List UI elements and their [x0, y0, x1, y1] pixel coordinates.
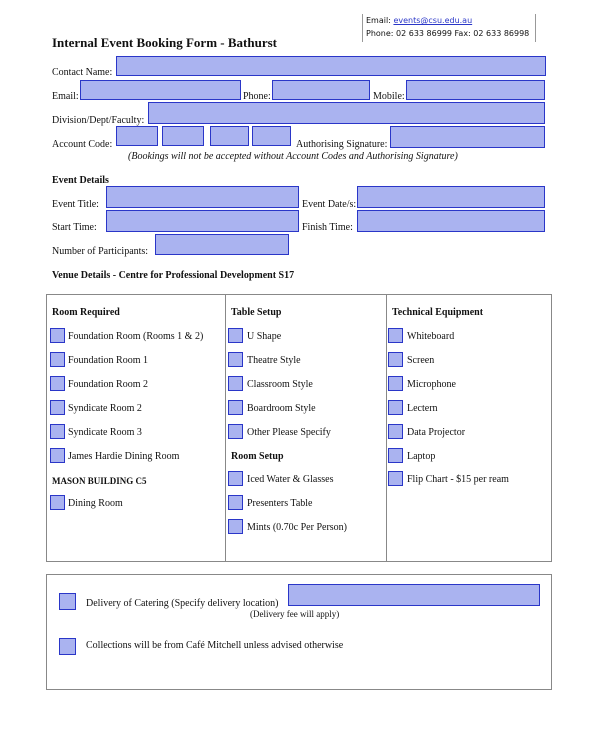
- room-setup-checkbox[interactable]: [228, 519, 243, 534]
- table-setup-label: Theatre Style: [247, 355, 301, 366]
- participants-label: Number of Participants:: [52, 246, 149, 257]
- collection-label: Collections will be from Café Mitchell unless advised otherwise: [86, 640, 344, 651]
- event-details-heading: Event Details: [52, 175, 109, 186]
- room-required-heading: Room Required: [52, 307, 120, 318]
- event-date-input[interactable]: [357, 186, 545, 208]
- technical-checkbox[interactable]: [388, 352, 403, 367]
- technical-label: Screen: [407, 355, 435, 366]
- table-setup-label: U Shape: [247, 331, 282, 342]
- table-setup-checkbox[interactable]: [228, 400, 243, 415]
- technical-label: Microphone: [407, 379, 456, 390]
- room-label: Syndicate Room 3: [68, 427, 142, 438]
- table-setup-checkbox[interactable]: [228, 376, 243, 391]
- technical-label: Whiteboard: [407, 331, 455, 342]
- room-checkbox[interactable]: [50, 376, 65, 391]
- mobile-input[interactable]: [406, 80, 545, 100]
- auth-signature-label: Authorising Signature:: [296, 139, 388, 150]
- room-setup-heading: Room Setup: [231, 451, 284, 462]
- technical-checkbox[interactable]: [388, 448, 403, 463]
- room-checkbox[interactable]: [50, 400, 65, 415]
- auth-signature-input[interactable]: [390, 126, 545, 148]
- room-setup-label: Iced Water & Glasses: [247, 474, 334, 485]
- header-email: [366, 16, 472, 25]
- form-title: Internal Event Booking Form - Bathurst: [52, 35, 277, 50]
- technical-label: Flip Chart - $15 per ream: [407, 474, 509, 485]
- technical-checkbox[interactable]: [388, 424, 403, 439]
- room-setup-checkbox[interactable]: [228, 471, 243, 486]
- contact-name-label: Contact Name:: [52, 67, 113, 78]
- account-code-input-1[interactable]: [116, 126, 158, 146]
- technical-label: Data Projector: [407, 427, 466, 438]
- collection-checkbox[interactable]: [59, 638, 76, 655]
- start-time-input[interactable]: [106, 210, 299, 232]
- room-label: Syndicate Room 2: [68, 403, 142, 414]
- account-code-input-3[interactable]: [210, 126, 249, 146]
- finish-time-input[interactable]: [357, 210, 545, 232]
- room-checkbox[interactable]: [50, 352, 65, 367]
- room-setup-label: Mints (0.70c Per Person): [247, 522, 347, 533]
- room-label: Dining Room: [68, 498, 123, 509]
- email-input[interactable]: [80, 80, 241, 100]
- table-setup-label: Classroom Style: [247, 379, 313, 390]
- header-email-link[interactable]: events@csu.edu.au: [393, 16, 473, 25]
- booking-note: (Bookings will not be accepted without Account Codes and Authorising Signature): [128, 151, 458, 162]
- table-setup-checkbox[interactable]: [228, 352, 243, 367]
- contact-name-input[interactable]: [116, 56, 546, 76]
- technical-checkbox[interactable]: [388, 376, 403, 391]
- table-setup-heading: Table Setup: [231, 307, 282, 318]
- table-setup-label: Other Please Specify: [247, 427, 331, 438]
- event-date-label: Event Date/s:: [302, 199, 357, 210]
- venue-divider-1: [225, 294, 226, 562]
- event-title-input[interactable]: [106, 186, 299, 208]
- finish-time-label: Finish Time:: [302, 222, 353, 233]
- header-phone-fax: Phone: 02 633 86999 Fax: 02 633 86998: [366, 29, 530, 38]
- division-input[interactable]: [148, 102, 545, 124]
- delivery-location-input[interactable]: [288, 584, 540, 606]
- division-label: Division/Dept/Faculty:: [52, 115, 145, 126]
- email-label: Email:: [52, 91, 79, 102]
- account-code-input-2[interactable]: [162, 126, 204, 146]
- technical-checkbox[interactable]: [388, 471, 403, 486]
- venue-heading: Venue Details - Centre for Professional Development S17: [52, 270, 295, 281]
- table-setup-checkbox[interactable]: [228, 424, 243, 439]
- room-checkbox[interactable]: [50, 424, 65, 439]
- table-setup-checkbox[interactable]: [228, 328, 243, 343]
- technical-heading: Technical Equipment: [392, 307, 484, 318]
- participants-input[interactable]: [155, 234, 289, 255]
- room-checkbox[interactable]: [50, 328, 65, 343]
- mason-heading: MASON BUILDING C5: [52, 476, 147, 486]
- technical-checkbox[interactable]: [388, 400, 403, 415]
- account-code-label: Account Code:: [52, 139, 113, 150]
- account-code-input-4[interactable]: [252, 126, 291, 146]
- start-time-label: Start Time:: [52, 222, 97, 233]
- delivery-note: (Delivery fee will apply): [250, 609, 340, 619]
- technical-label: Laptop: [407, 451, 436, 462]
- technical-checkbox[interactable]: [388, 328, 403, 343]
- room-label: Foundation Room 2: [68, 379, 149, 390]
- phone-label: Phone:: [243, 91, 271, 102]
- event-title-label: Event Title:: [52, 199, 99, 210]
- technical-label: Lectern: [407, 403, 438, 414]
- mobile-label: Mobile:: [373, 91, 405, 102]
- room-checkbox[interactable]: [50, 495, 65, 510]
- room-setup-checkbox[interactable]: [228, 495, 243, 510]
- room-checkbox[interactable]: [50, 448, 65, 463]
- table-setup-label: Boardroom Style: [247, 403, 316, 414]
- delivery-checkbox[interactable]: [59, 593, 76, 610]
- delivery-label: Delivery of Catering (Specify delivery location): [86, 598, 279, 609]
- room-label: Foundation Room 1: [68, 355, 149, 366]
- header-email-label: Email:: [366, 16, 391, 25]
- phone-input[interactable]: [272, 80, 370, 100]
- room-setup-label: Presenters Table: [247, 498, 313, 509]
- venue-divider-2: [386, 294, 387, 562]
- room-label: James Hardie Dining Room: [68, 451, 180, 462]
- room-label: Foundation Room (Rooms 1 & 2): [68, 331, 204, 342]
